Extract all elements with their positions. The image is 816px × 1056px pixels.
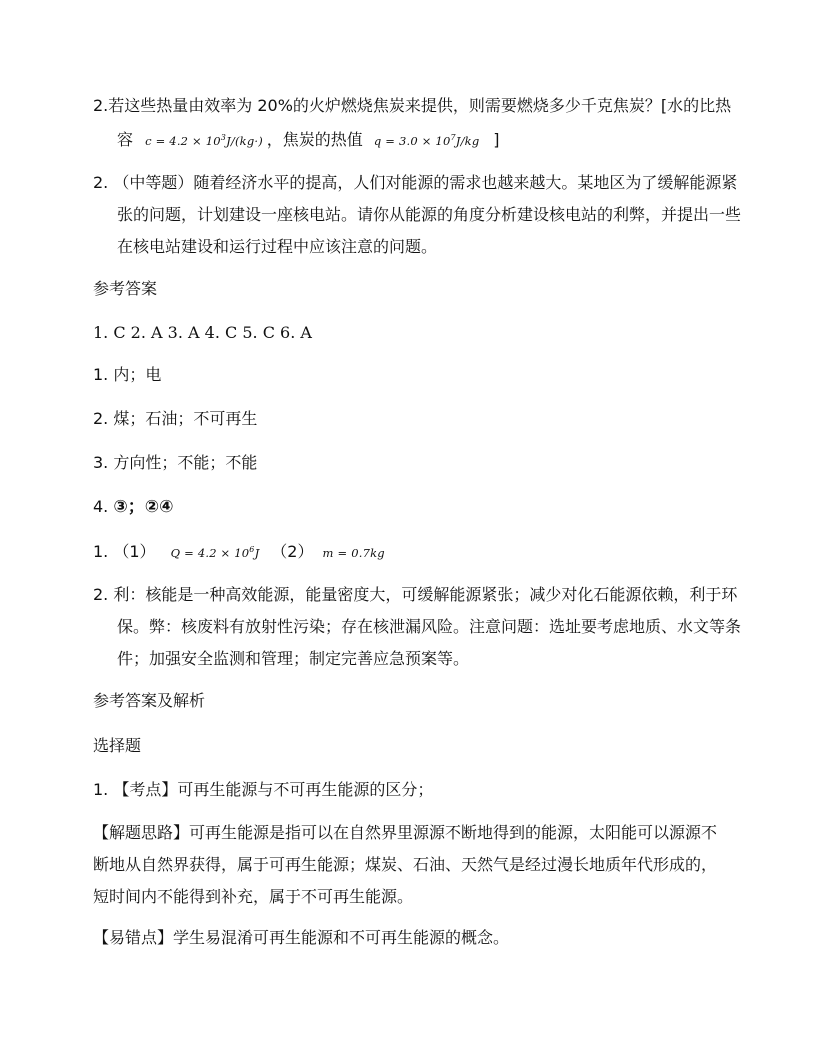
mass-result-formula: m = 0.7kg (322, 546, 385, 560)
specific-heat-formula: $c = 4.2 \times 10^3J/(kg\cdot)$ (145, 133, 263, 148)
answer-calculation: 1. （1） $Q = 4.2 \times 10^6J$ （2） m = 0.7kg (93, 542, 385, 561)
reference-answers-analysis-heading: 参考答案及解析 (93, 691, 206, 710)
answer-fill-2: 2. 煤；石油；不可再生 (93, 409, 258, 428)
section-heading-choice: 选择题 (93, 736, 142, 755)
answer-fill-1: 1. 内；电 (93, 365, 162, 384)
heat-result-formula: $Q = 4.2 \times 10^6J$ (170, 545, 260, 560)
analysis-solution: 【解题思路】可再生能源是指可以在自然界里源源不断地得到的能源，太阳能可以源源不断地从自然界获得，属于可再生能源；煤炭、石油、天然气是经过漫长地质年代形成的，短时间内不能得到补充，属于不可再生能源。 (93, 823, 718, 906)
reference-answers-heading: 参考答案 (93, 279, 158, 298)
question-2-line1: 2.若这些热量由效率为 20%的火炉燃烧焦炭来提供，则需要燃烧多少千克焦炭？[水的比热 (93, 96, 732, 115)
analysis-common-mistake: 【易错点】学生易混淆可再生能源和不可再生能源的概念。 (93, 928, 510, 947)
answer-fill-4: 4. ③；②④ (93, 497, 174, 517)
answer-fill-3: 3. 方向性；不能；不能 (93, 453, 258, 472)
analysis-point-1: 1. 【考点】可再生能源与不可再生能源的区分； (93, 780, 434, 799)
question-2-nuclear: 2. （中等题）随着经济水平的提高，人们对能源的需求也越来越大。某地区为了缓解能源紧张的问题，计划建设一座核电站。请你从能源的角度分析建设核电站的利弊，并提出一些在核电站建设和运行过程中应该注意的问题。 (93, 173, 742, 256)
question-2-line2: 容 $c = 4.2 \times 10^3J/(kg\cdot)$ ，焦炭的热值 $q = 3.0 \times 10^7J/kg$ ] (117, 130, 500, 149)
heat-value-formula: $q = 3.0 \times 10^7J/kg$ (373, 133, 480, 148)
answer-nuclear: 2. 利：核能是一种高效能源，能量密度大，可缓解能源紧张；减少对化石能源依赖，利于环保。弊：核废料有放射性污染；存在核泄漏风险。注意问题：选址要考虑地质、水文等条件；加强安全监测和管理；制定完善应急预案等。 (93, 585, 742, 668)
answer-choice-list: 1. C 2. A 3. A 4. C 5. C 6. A (93, 323, 312, 342)
